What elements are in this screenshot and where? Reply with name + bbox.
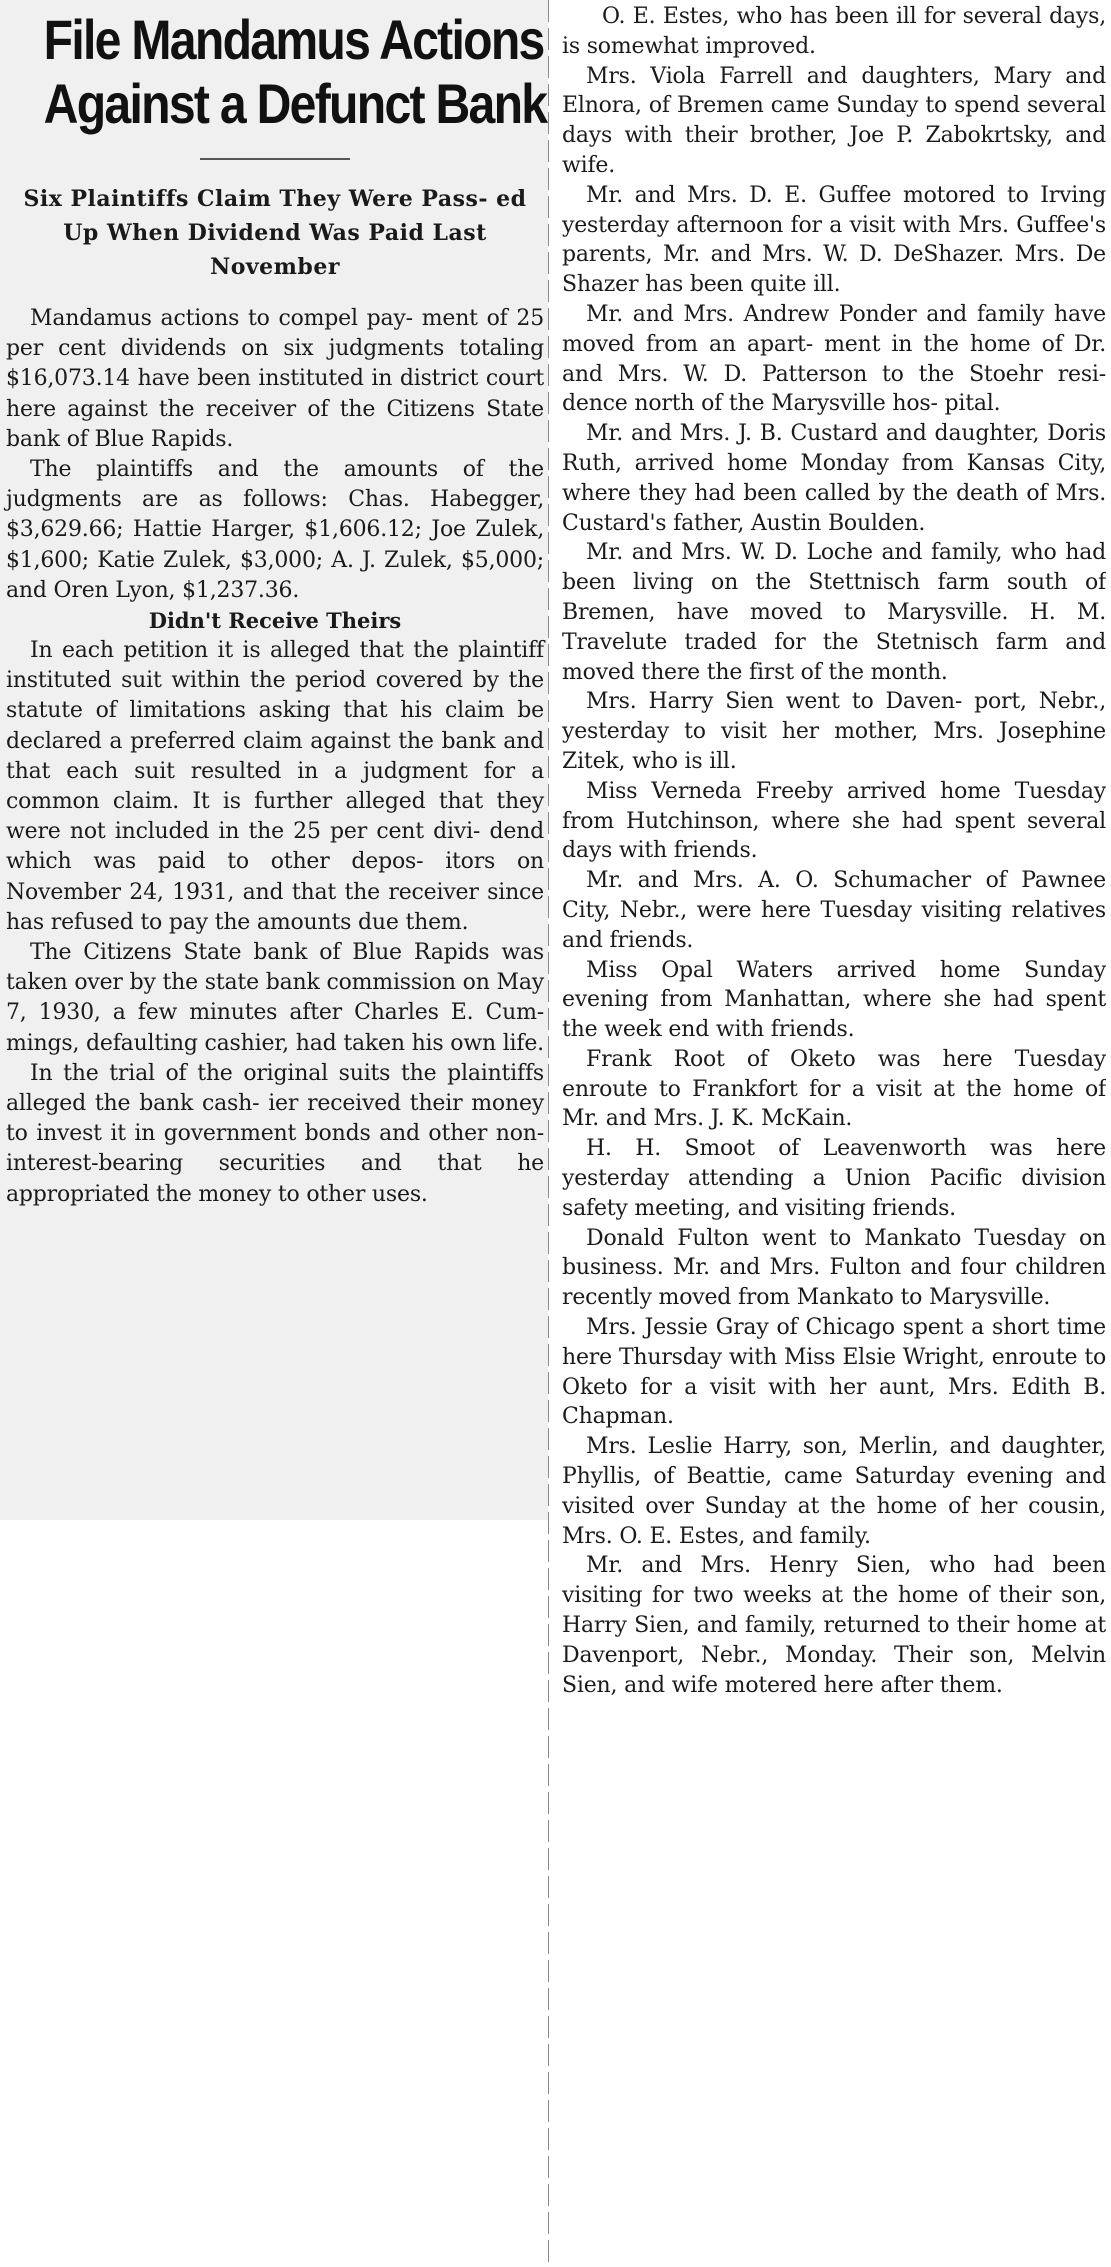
news-item: Mrs. Harry Sien went to Daven- port, Nebr., yesterday to visit her mother, Mrs. Josephine Zitek, who is ill. (562, 689, 1106, 774)
subheadline: Six Plaintiffs Claim They Were Pass- ed Up When Dividend Was Paid Last November (23, 186, 527, 280)
news-item: Mrs. Viola Farrell and daughters, Mary and Elnora, of Bremen came Sunday to spend several days with their brother, Joe P. Zabokrtsky, and wife. (562, 63, 1106, 178)
article-paragraph: In each petition it is alleged that the plaintiff instituted suit within the period covered by the statute of limitations asking that his claim be declared a preferred claim against the bank and that each suit resulted in a judgment for a common claim. It is further alleged that they were not included in the 25 per cent divi- dend which was paid to other depos- itors on November 24, 1931, and that the receiver since has refused to pay the amounts due them. (6, 638, 544, 935)
article-paragraph: Mandamus actions to compel pay- ment of 25 per cent dividends on six judgments totaling $16,073.14 have been instituted in district court here against the receiver of the Citizens State bank of Blue Rapids. (6, 306, 544, 452)
news-item: O. E. Estes, who has been ill for several days, is somewhat improved. (562, 4, 1106, 59)
section-subheading: Didn't Receive Theirs (148, 608, 402, 634)
article-paragraph: The Citizens State bank of Blue Rapids was taken over by the state bank commission on May 7, 1930, a few minutes after Charles E. Cum- mings, defaulting cashier, had taken his own life. (6, 940, 544, 1056)
news-item: Miss Opal Waters arrived home Sunday evening from Manhattan, where she had spent the week end with friends. (562, 957, 1106, 1043)
article-column (0, 0, 548, 1520)
news-item: Mrs. Leslie Harry, son, Merlin, and daughter, Phyllis, of Beattie, came Saturday evening and visited over Sunday at the home of her cousin, Mrs. O. E. Estes, and family. (562, 1434, 1106, 1549)
news-item: Mrs. Jessie Gray of Chicago spent a short time here Thursday with Miss Elsie Wright, enroute to Oketo for a visit with her aunt, Mrs. Edith B. Chapman. (562, 1315, 1106, 1430)
headline-line-1: File Mandamus Actions (43, 8, 544, 71)
headline-line-2: Against a Defunct Bank (43, 72, 547, 135)
article-paragraph: In the trial of the original suits the plaintiffs alleged the bank cash- ier received their money to invest it in government bonds and other non- interest-bearing securities and that he appropriated the money to other uses. (6, 1060, 544, 1207)
article-paragraph: The plaintiffs and the amounts of the judgments are as follows: Chas. Habegger, $3,629.66; Hattie Harger, $1,606.12; Joe Zulek, $1,600; Katie Zulek, $3,000; A. J. Zulek, $5,000; and Oren Lyon, $1,237.36. (6, 457, 544, 603)
news-item: Mr. and Mrs. Andrew Ponder and family have moved from an apart- ment in the home of Dr. and Mrs. W. D. Patterson to the Stoehr resi- dence north of the Marysville hos- pital. (562, 301, 1106, 417)
news-item: Mr. and Mrs. A. O. Schumacher of Pawnee City, Nebr., were here Tuesday visiting relatives and friends. (562, 868, 1106, 953)
news-item: Mr. and Mrs. D. E. Guffee motored to Irving yesterday afternoon for a visit with Mrs. Guffee's parents, Mr. and Mrs. W. D. DeShazer. Mrs. De Shazer has been quite ill. (562, 182, 1106, 298)
news-item: Frank Root of Oketo was here Tuesday enroute to Frankfort for a visit at the home of Mr. and Mrs. J. K. McKain. (562, 1046, 1106, 1132)
local-news-column (556, 0, 1106, 2267)
news-item: Mr. and Mrs. Henry Sien, who had been visiting for two weeks at the home of their son, Harry Sien, and family, returned to their home at Davenport, Nebr., Monday. Their son, Melvin Sien, and wife motered here after them. (562, 1553, 1106, 1698)
news-item: Miss Verneda Freeby arrived home Tuesday from Hutchinson, where she had spent several days with friends. (562, 778, 1106, 864)
news-item: Donald Fulton went to Mankato Tuesday on business. Mr. and Mrs. Fulton and four children recently moved from Mankato to Marysville. (562, 1225, 1106, 1311)
news-item: H. H. Smoot of Leavenworth was here yesterday attending a Union Pacific division safety meeting, and visiting friends. (562, 1136, 1106, 1221)
headline-rule (200, 158, 350, 160)
column-divider (548, 0, 549, 2267)
news-item: Mr. and Mrs. J. B. Custard and daughter, Doris Ruth, arrived home Monday from Kansas City, where they had been called by the death of Mrs. Custard's father, Austin Boulden. (562, 421, 1106, 536)
news-item: Mr. and Mrs. W. D. Loche and family, who had been living on the Stettnisch farm south of Bremen, have moved to Marysville. H. M. Travelute traded for the Stetnisch farm and moved there the first of the month. (562, 540, 1106, 685)
